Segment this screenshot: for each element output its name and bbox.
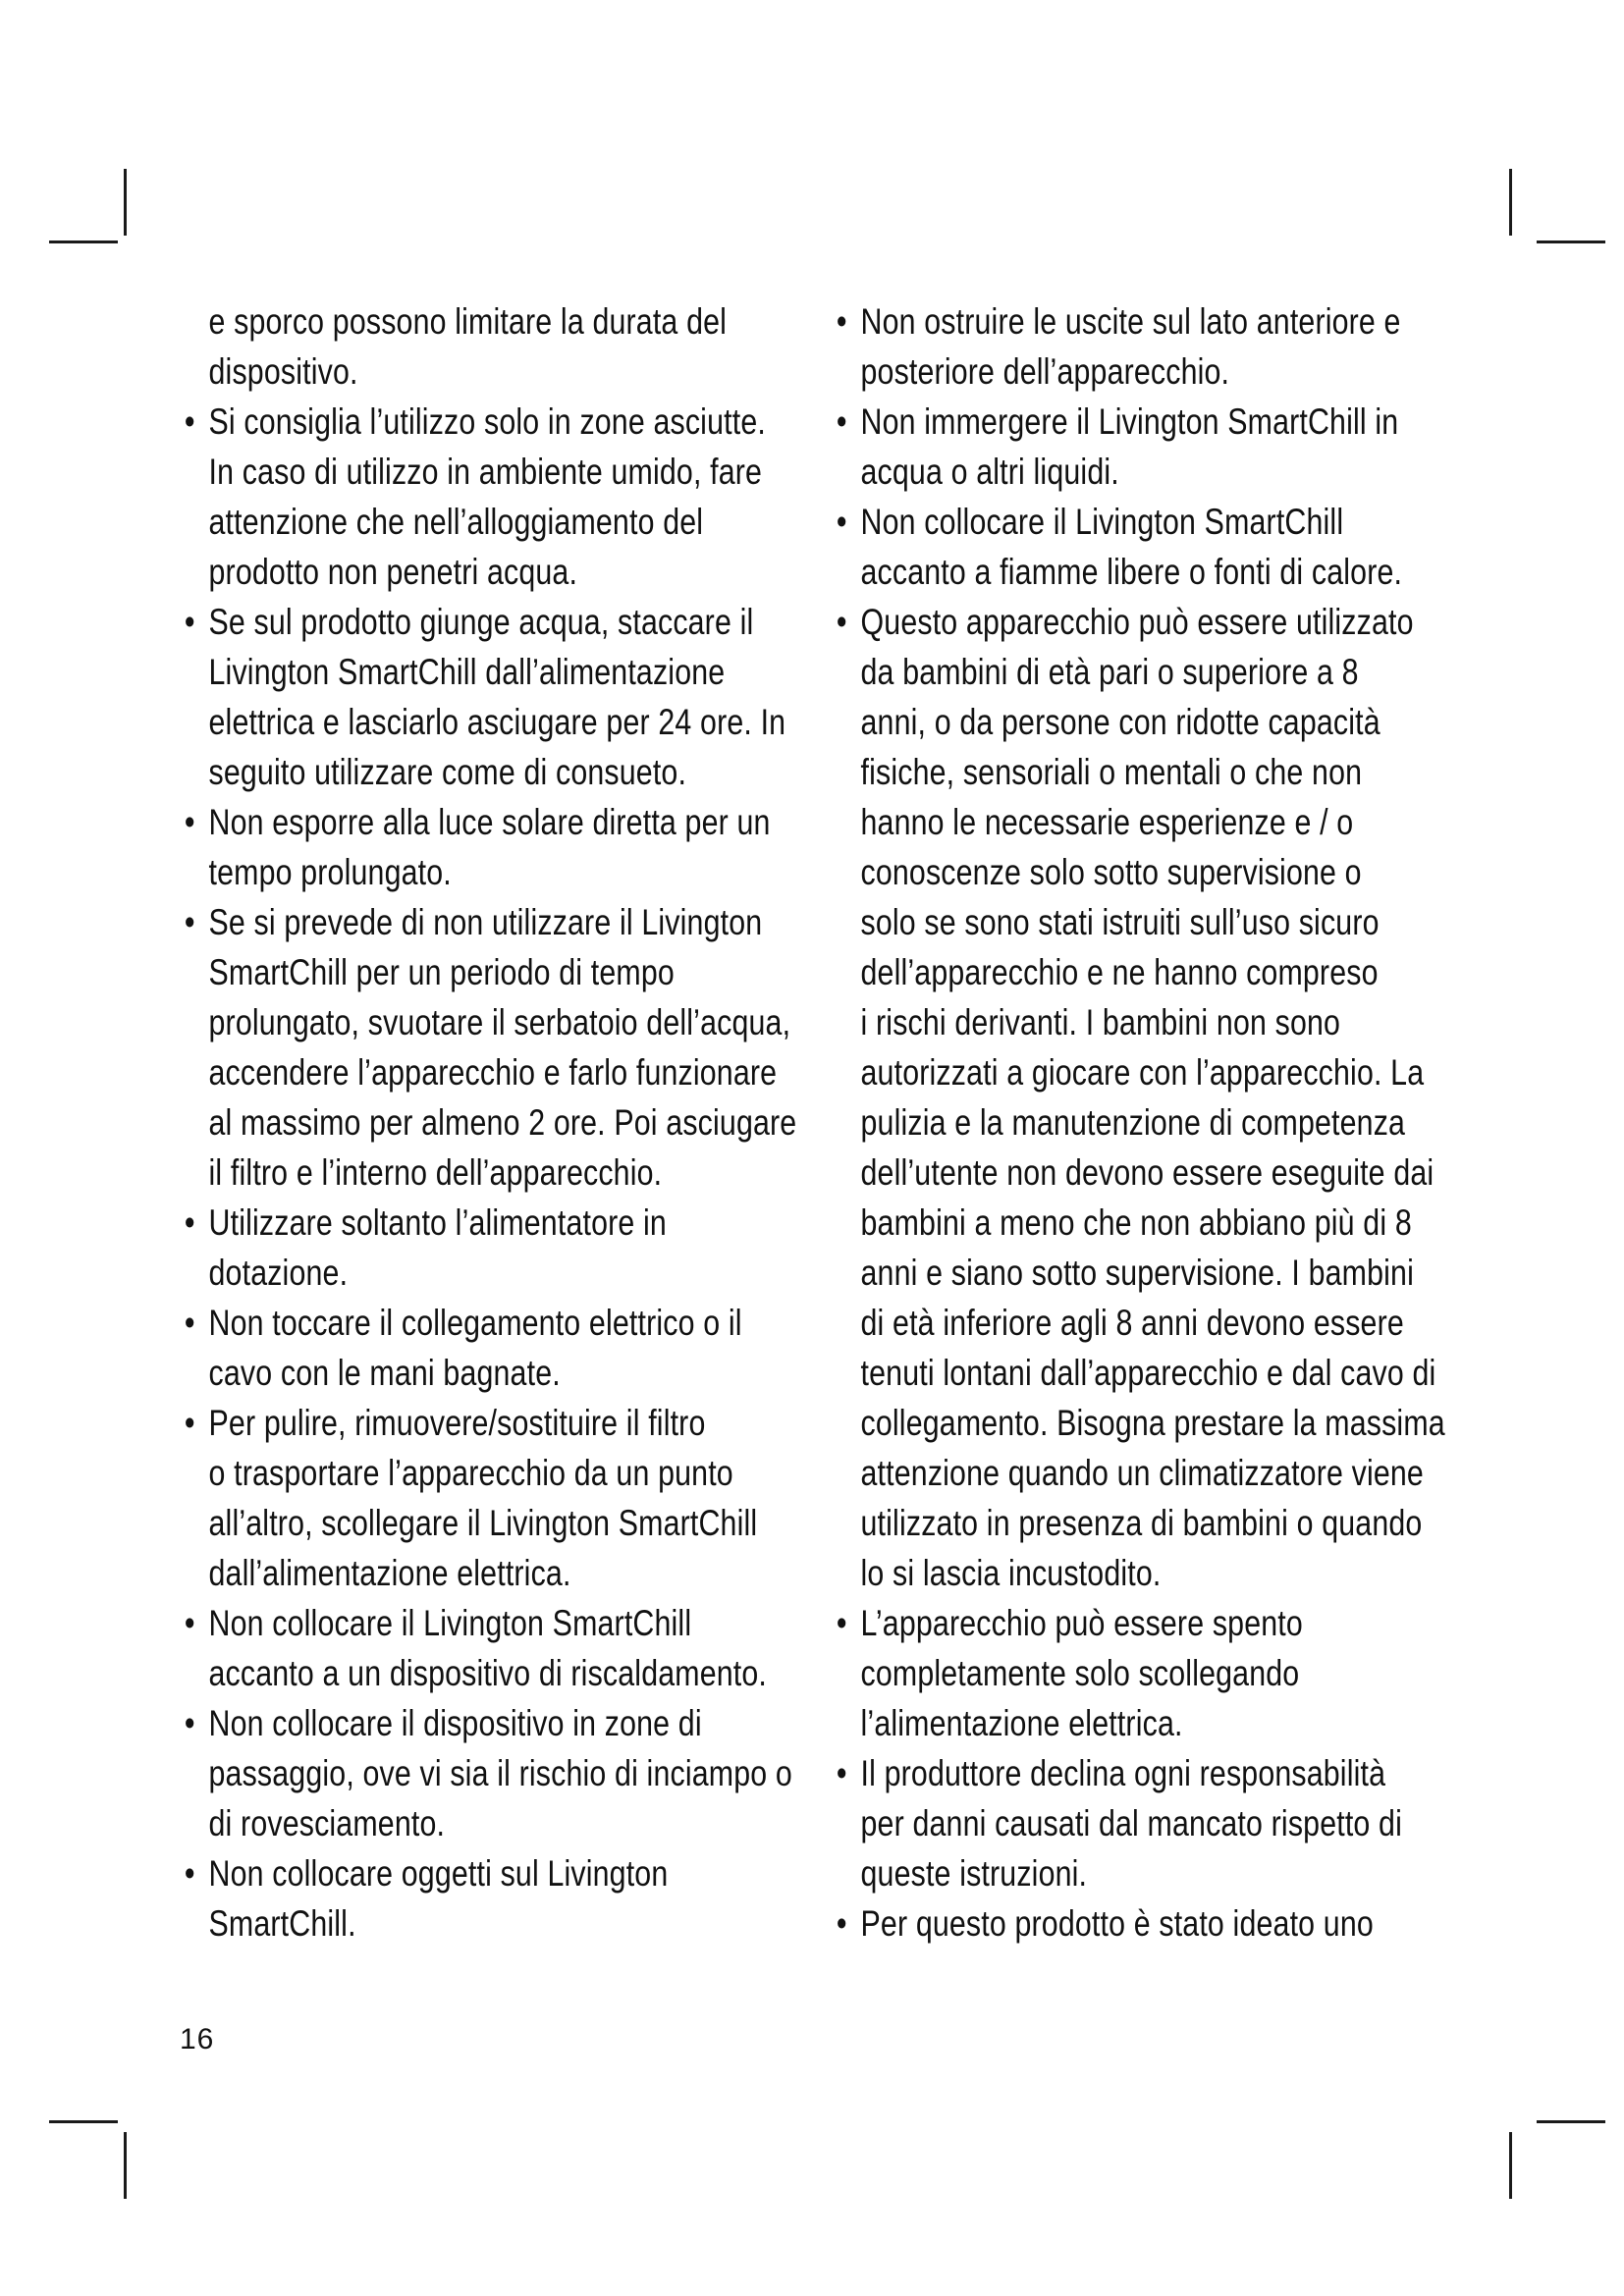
text-line: Livington SmartChill dall’alimentazione <box>208 652 726 692</box>
text-line: Non immergere il Livington SmartChill in <box>860 401 1399 442</box>
text-line: dall’alimentazione elettrica. <box>208 1553 571 1593</box>
text-line: SmartChill per un periodo di tempo <box>208 952 675 992</box>
bullet-item <box>180 1298 742 1398</box>
text-line: Utilizzare soltanto l’alimentatore in <box>208 1202 667 1243</box>
text-line: tempo prolungato. <box>208 852 452 892</box>
text-line: Non collocare oggetti sul Livington <box>208 1853 669 1894</box>
crop-mark-top-right-vertical <box>1509 169 1512 236</box>
crop-mark-bottom-left-horizontal <box>49 2120 118 2123</box>
bullet-item <box>832 397 1399 497</box>
text-line: passaggio, ove vi sia il rischio di inciampo o <box>208 1753 792 1793</box>
left-column <box>180 296 797 1949</box>
text-line: Il produttore declina ogni responsabilità <box>860 1753 1386 1793</box>
text-line: per danni causati dal mancato rispetto di <box>860 1803 1403 1843</box>
bullet-icon: • <box>836 401 847 442</box>
text-line: cavo con le mani bagnate. <box>208 1353 561 1393</box>
text-line: posteriore dell’apparecchio. <box>860 351 1230 392</box>
page-number: 16 <box>180 2023 215 2056</box>
bullet-icon: • <box>184 401 195 442</box>
text-line: dotazione. <box>208 1253 349 1293</box>
text-line: hanno le necessarie esperienze e / o <box>860 802 1354 842</box>
text-line: conoscenze solo sotto supervisione o <box>860 852 1362 892</box>
crop-mark-top-right-horizontal <box>1537 240 1605 243</box>
text-line: Non collocare il dispositivo in zone di <box>208 1703 702 1743</box>
text-line: elettrica e lasciarlo asciugare per 24 ore. In <box>208 702 786 742</box>
text-line: e sporco possono limitare la durata del <box>208 301 728 342</box>
text-line: accendere l’apparecchio e farlo funzionare <box>208 1052 778 1093</box>
text-line: collegamento. Bisogna prestare la massima <box>860 1403 1445 1443</box>
text-line: Non toccare il collegamento elettrico o il <box>208 1303 742 1343</box>
bullet-item <box>180 1398 758 1598</box>
bullet-item <box>180 1848 695 1949</box>
text-line: bambini a meno che non abbiano più di 8 <box>860 1202 1412 1243</box>
bullet-icon: • <box>184 1403 195 1443</box>
bullet-icon: • <box>184 602 195 642</box>
text-line: Per pulire, rimuovere/sostituire il filtro <box>208 1403 706 1443</box>
text-line: attenzione che nell’alloggiamento del <box>208 502 704 542</box>
text-line: In caso di utilizzo in ambiente umido, fare <box>208 452 763 492</box>
text-line: o trasportare l’apparecchio da un punto <box>208 1453 733 1493</box>
bullet-item <box>180 397 766 597</box>
bullet-icon: • <box>836 301 847 342</box>
crop-mark-top-left-horizontal <box>49 240 118 243</box>
crop-mark-bottom-right-horizontal <box>1537 2120 1605 2123</box>
text-line: queste istruzioni. <box>860 1853 1088 1894</box>
bullet-item <box>832 497 1403 597</box>
text-line: anni e siano sotto supervisione. I bambini <box>860 1253 1414 1293</box>
bullet-item <box>832 1598 1347 1748</box>
right-column <box>832 296 1445 1949</box>
text-line: lo si lascia incustodito. <box>860 1553 1162 1593</box>
bullet-item <box>180 1698 792 1848</box>
bullet-icon: • <box>836 1603 847 1643</box>
text-line: dell’apparecchio e ne hanno compreso <box>860 952 1379 992</box>
bullet-icon: • <box>836 1903 847 1944</box>
text-line: Non collocare il Livington SmartChill <box>860 502 1344 542</box>
text-line: utilizzato in presenza di bambini o quando <box>860 1503 1423 1543</box>
text-line: completamente solo scollegando <box>860 1653 1300 1693</box>
text-line: il filtro e l’interno dell’apparecchio. <box>208 1152 663 1193</box>
bullet-icon: • <box>836 1753 847 1793</box>
text-line: al massimo per almeno 2 ore. Poi asciugare <box>208 1102 797 1143</box>
text-line: solo se sono stati istruiti sull’uso sicuro <box>860 902 1380 942</box>
text-line: all’altro, scollegare il Livington SmartChill <box>208 1503 758 1543</box>
text-line: Non esporre alla luce solare diretta per un <box>208 802 771 842</box>
text-line: Si consiglia l’utilizzo solo in zone asciutte. <box>208 401 766 442</box>
text-line: fisiche, sensoriali o mentali o che non <box>860 752 1363 792</box>
text-line: acqua o altri liquidi. <box>860 452 1119 492</box>
continuation-paragraph <box>180 296 728 397</box>
bullet-item <box>832 1898 1374 1949</box>
text-line: tenuti lontani dall’apparecchio e dal cavo di <box>860 1353 1436 1393</box>
text-line: prolungato, svuotare il serbatoio dell’acqua, <box>208 1002 791 1042</box>
text-line: Se sul prodotto giunge acqua, staccare il <box>208 602 754 642</box>
bullet-icon: • <box>184 802 195 842</box>
bullet-item <box>832 1748 1403 1898</box>
text-line: seguito utilizzare come di consueto. <box>208 752 687 792</box>
text-line: dispositivo. <box>208 351 358 392</box>
text-line: di età inferiore agli 8 anni devono essere <box>860 1303 1404 1343</box>
text-line: attenzione quando un climatizzatore viene <box>860 1453 1424 1493</box>
bullet-icon: • <box>836 602 847 642</box>
text-line: pulizia e la manutenzione di competenza <box>860 1102 1406 1143</box>
text-line: Se si prevede di non utilizzare il Livington <box>208 902 763 942</box>
bullet-item <box>180 597 786 797</box>
bullet-icon: • <box>184 1853 195 1894</box>
text-line: Questo apparecchio può essere utilizzato <box>860 602 1414 642</box>
crop-mark-bottom-right-vertical <box>1509 2132 1512 2199</box>
text-line: SmartChill. <box>208 1903 356 1944</box>
crop-mark-top-left-vertical <box>124 169 127 236</box>
bullet-item <box>832 296 1401 397</box>
text-line: dell’utente non devono essere eseguite dai <box>860 1152 1435 1193</box>
bullet-item <box>180 1198 695 1298</box>
bullet-icon: • <box>184 1703 195 1743</box>
bullet-icon: • <box>184 1603 195 1643</box>
bullet-icon: • <box>184 902 195 942</box>
text-line: anni, o da persone con ridotte capacità <box>860 702 1380 742</box>
text-line: Non collocare il Livington SmartChill <box>208 1603 692 1643</box>
text-line: L’apparecchio può essere spento <box>860 1603 1303 1643</box>
text-line: di rovesciamento. <box>208 1803 446 1843</box>
text-line: accanto a un dispositivo di riscaldamento. <box>208 1653 768 1693</box>
text-line: da bambini di età pari o superiore a 8 <box>860 652 1359 692</box>
bullet-item <box>832 597 1445 1598</box>
text-line: Non ostruire le uscite sul lato anteriore e <box>860 301 1401 342</box>
text-line: Per questo prodotto è stato ideato uno <box>860 1903 1374 1944</box>
text-line: autorizzati a giocare con l’apparecchio. La <box>860 1052 1425 1093</box>
text-line: i rischi derivanti. I bambini non sono <box>860 1002 1341 1042</box>
text-line: accanto a fiamme libere o fonti di calore. <box>860 552 1403 592</box>
bullet-icon: • <box>184 1202 195 1243</box>
bullet-item <box>180 797 771 897</box>
bullet-item <box>180 897 797 1198</box>
bullet-icon: • <box>836 502 847 542</box>
text-line: l’alimentazione elettrica. <box>860 1703 1183 1743</box>
bullet-icon: • <box>184 1303 195 1343</box>
crop-mark-bottom-left-vertical <box>124 2132 127 2199</box>
bullet-item <box>180 1598 768 1698</box>
text-line: prodotto non penetri acqua. <box>208 552 578 592</box>
